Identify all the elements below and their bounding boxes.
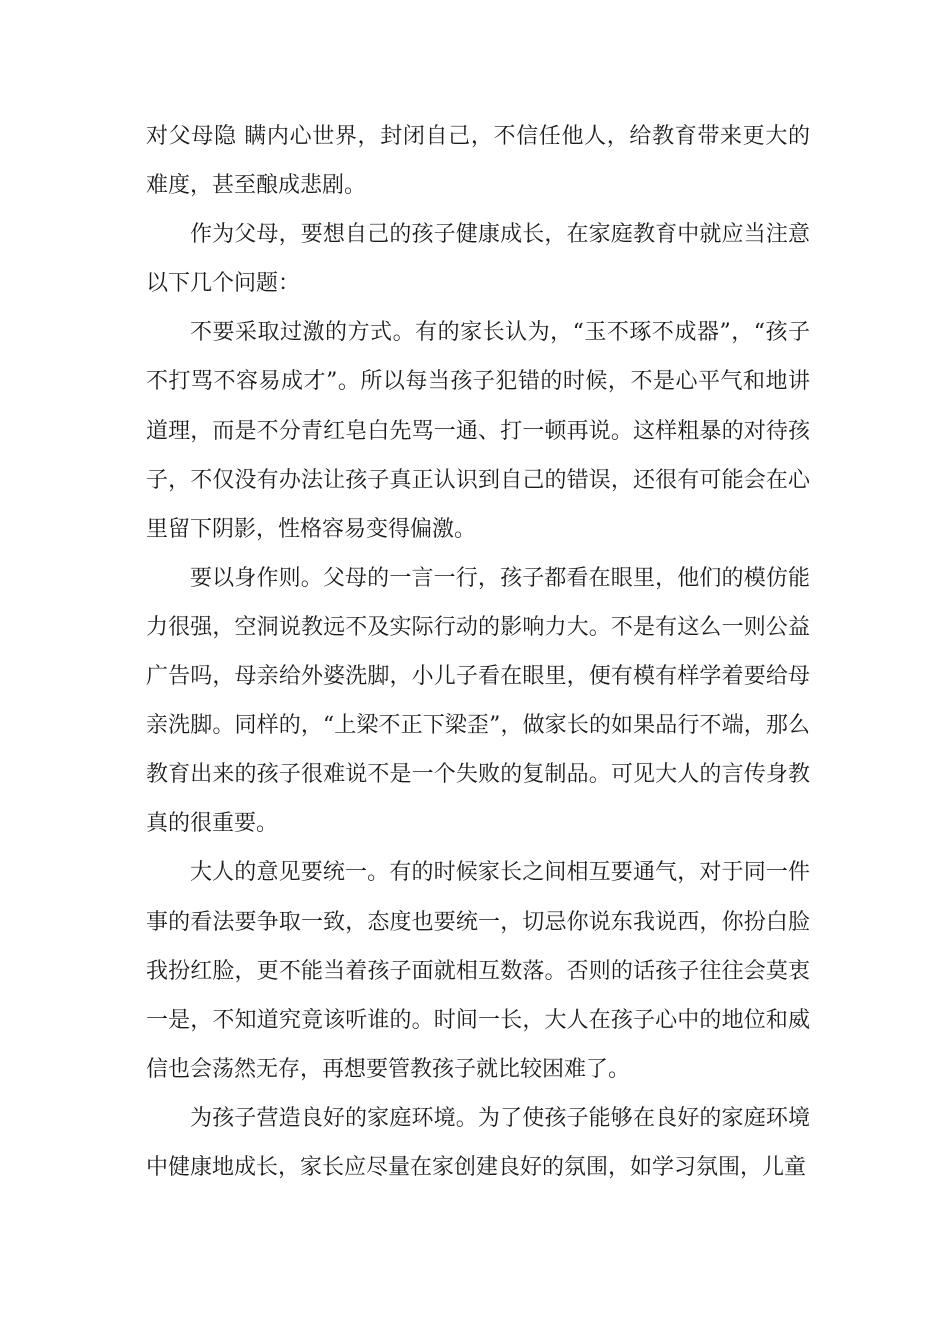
paragraph-6: 为孩子营造良好的家庭环境。为了使孩子能够在良好的家庭环境中健康地成长，家长应尽量在家创建良好的氛围，如学习氛围，儿童 xyxy=(146,1105,810,1180)
document-body xyxy=(146,112,810,1192)
paragraph-1: 对父母隐 瞒内心世界，封闭自己，不信任他人，给教育带来更大的难度，甚至酿成悲剧。 xyxy=(146,124,810,199)
paragraph-3: 不要采取过激的方式。有的家长认为，“玉不琢不成器”，“孩子不打骂不容易成才”。所以每当孩子犯错的时候，不是心平气和地讲道理，而是不分青红皂白先骂一通、打一顿再说。这样粗暴的对待孩子，不仅没有办法让孩子真正认识到自己的错误，还很有可能会在心里留下阴影，性格容易变得偏激。 xyxy=(146,320,810,542)
paragraph-2: 作为父母，要想自己的孩子健康成长，在家庭教育中就应当注意以下几个问题： xyxy=(146,222,810,297)
paragraph-5: 大人的意见要统一。有的时候家长之间相互要通气，对于同一件事的看法要争取一致，态度也要统一，切忌你说东我说西，你扮白脸我扮红脸，更不能当着孩子面就相互数落。否则的话孩子往往会莫衷一是，不知道究竟该听谁的。时间一长，大人在孩子心中的地位和威信也会荡然无存，再想要管教孩子就比较困难了。 xyxy=(146,860,810,1082)
paragraph-4: 要以身作则。父母的一言一行，孩子都看在眼里，他们的模仿能力很强，空洞说教远不及实际行动的影响力大。不是有这么一则公益广告吗，母亲给外婆洗脚，小儿子看在眼里，便有模有样学着要给母亲洗脚。同样的，“上梁不正下梁歪”，做家长的如果品行不端，那么教育出来的孩子很难说不是一个失败的复制品。可见大人的言传身教真的很重要。 xyxy=(146,565,810,837)
